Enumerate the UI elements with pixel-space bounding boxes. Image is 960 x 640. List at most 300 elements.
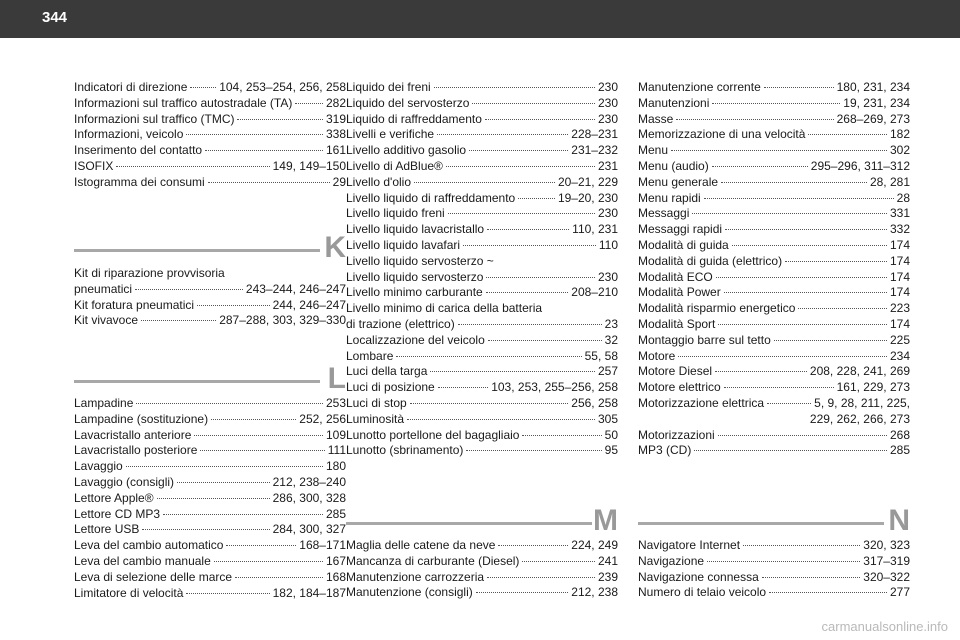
page-number: 344: [42, 9, 68, 26]
entry-pages: 338: [325, 127, 346, 142]
index-group-l: [74, 396, 346, 601]
watermark: carmanualsonline.info: [821, 619, 948, 634]
dot-leader: [498, 545, 568, 546]
entry-term: Manutenzione corrente: [638, 80, 761, 94]
entry-pages: 19, 231, 234: [843, 95, 910, 110]
entry-term: Luminosità: [346, 411, 405, 426]
entry-pages: 180, 231, 234: [836, 80, 910, 94]
entry-term: Montaggio barre sul tetto: [638, 332, 771, 347]
index-entry: [346, 112, 618, 128]
index-entry: [346, 175, 618, 191]
dot-leader: [486, 292, 569, 293]
dot-leader: [177, 482, 270, 483]
entry-pages-continued: 229, 262, 266, 273: [809, 411, 910, 426]
dot-leader: [186, 134, 323, 135]
dot-leader: [487, 577, 595, 578]
dot-leader: [396, 356, 581, 357]
entry-pages: 168: [325, 569, 346, 584]
index-entry: [638, 301, 910, 317]
dot-leader: [211, 419, 296, 420]
dot-leader: [438, 387, 488, 388]
entry-term: MP3 (CD): [638, 443, 692, 458]
index-entry: [638, 428, 910, 444]
entry-pages: 19–20, 230: [557, 190, 618, 205]
entry-term: Modalità di guida: [638, 237, 729, 252]
entry-pages: 208–210: [571, 285, 618, 300]
entry-pages: 110, 231: [572, 222, 618, 237]
index-entry: [346, 222, 618, 238]
entry-term: Navigazione connessa: [638, 569, 759, 584]
entry-term: Manutenzione (consigli): [346, 585, 473, 600]
entry-pages: 295–296, 311–312: [810, 158, 910, 173]
dot-leader: [226, 545, 296, 546]
dot-leader: [487, 229, 569, 230]
dot-leader: [808, 134, 887, 135]
entry-term: Lettore USB: [74, 522, 140, 537]
entry-pages: 167: [325, 553, 346, 568]
entry-term: Livello d'olio: [346, 174, 411, 189]
index-entry: [74, 143, 346, 159]
dot-leader: [135, 289, 243, 290]
entry-pages: 331: [889, 206, 910, 221]
index-column-1: [74, 80, 346, 191]
index-entry: [346, 206, 618, 222]
entry-term: Motorizzazioni: [638, 427, 715, 442]
dot-leader: [208, 182, 330, 183]
dot-leader: [126, 466, 323, 467]
entry-pages: 223: [889, 301, 910, 316]
entry-pages: 225: [889, 332, 910, 347]
entry-term: Leva di selezione delle marce: [74, 569, 233, 584]
dot-leader: [469, 150, 568, 151]
dot-leader: [486, 277, 595, 278]
dot-leader: [762, 577, 861, 578]
entry-term: Modalità ECO: [638, 269, 713, 284]
index-entry: [74, 159, 346, 175]
entry-term: Modalità Sport: [638, 316, 716, 331]
dot-leader: [725, 229, 887, 230]
dot-leader: [157, 498, 270, 499]
entry-term: Livelli e verifiche: [346, 127, 435, 142]
entry-pages: 231–232: [571, 143, 618, 158]
entry-term: Livello di AdBlue®: [346, 158, 443, 173]
dot-leader: [522, 435, 601, 436]
entry-term: Livello minimo carburante: [346, 285, 483, 300]
entry-term: Livello liquido lavacristallo: [346, 222, 485, 237]
dot-leader: [518, 198, 555, 199]
entry-term-line: Livello liquido servosterzo ~: [346, 253, 494, 268]
entry-pages: 212, 238: [571, 585, 618, 600]
entry-term: Liquido di raffreddamento: [346, 111, 482, 126]
entry-pages: 182: [889, 127, 910, 142]
entry-term: Istogramma dei consumi: [74, 174, 205, 189]
dot-leader: [463, 245, 596, 246]
entry-pages: 231: [597, 158, 618, 173]
entry-pages: 317–319: [863, 553, 910, 568]
index-entry: [74, 491, 346, 507]
index-entry: [74, 80, 346, 96]
entry-term: Livello liquido lavafari: [346, 237, 461, 252]
entry-term: Numero di telaio veicolo: [638, 585, 767, 600]
entry-pages: 230: [597, 80, 618, 94]
index-entry: [346, 538, 618, 554]
entry-pages: 208, 228, 241, 269: [809, 364, 910, 379]
entry-pages: 55, 58: [584, 348, 618, 363]
entry-pages: 332: [889, 222, 910, 237]
index-entry: [346, 364, 618, 380]
dot-leader: [488, 340, 602, 341]
index-entry: [74, 443, 346, 459]
entry-term: Lampadine (sostituzione): [74, 411, 209, 426]
index-entry: [638, 191, 910, 207]
index-entry: [346, 554, 618, 570]
entry-term: Livello liquido freni: [346, 206, 445, 221]
entry-term: Lavacristallo anteriore: [74, 427, 192, 442]
section-rule: [74, 249, 320, 252]
section-rule: [74, 380, 320, 383]
index-group-i: [74, 80, 346, 191]
entry-pages: 230: [597, 269, 618, 284]
dot-leader: [190, 87, 216, 88]
index-entry: [74, 396, 346, 412]
entry-term: Lettore Apple®: [74, 490, 154, 505]
entry-pages: 109: [325, 427, 346, 442]
index-entry: [638, 443, 910, 459]
index-entry: [74, 554, 346, 570]
entry-term: Modalità Power: [638, 285, 721, 300]
index-entry: [74, 459, 346, 475]
entry-term: Lunotto portellone del bagagliaio: [346, 427, 520, 442]
entry-term: Modalità risparmio energetico: [638, 301, 796, 316]
entry-term: Modalità di guida (elettrico): [638, 253, 783, 268]
index-entry: [74, 96, 346, 112]
entry-term: Kit vivavoce: [74, 313, 139, 328]
entry-pages: 180: [325, 459, 346, 474]
dot-leader: [186, 593, 269, 594]
entry-pages: 284, 300, 327: [272, 522, 346, 537]
dot-leader: [715, 371, 807, 372]
index-entry: [346, 127, 618, 143]
index-entry: [638, 80, 910, 96]
entry-term: Motore elettrico: [638, 380, 721, 395]
index-entry: [346, 349, 618, 365]
dot-leader: [671, 150, 887, 151]
dot-leader: [485, 119, 595, 120]
entry-pages: 29: [332, 174, 346, 189]
entry-pages: 305: [597, 411, 618, 426]
index-entry: [638, 238, 910, 254]
entry-term: Menu generale: [638, 174, 719, 189]
entry-term: Limitatore di velocità: [74, 585, 184, 600]
entry-term: Lampadine: [74, 396, 134, 410]
entry-term: Navigatore Internet: [638, 538, 741, 552]
index-column-3: [638, 80, 910, 459]
index-entry: [638, 364, 910, 380]
entry-pages: 95: [604, 443, 618, 458]
index-group-n: [638, 538, 910, 601]
index-group-m: [346, 538, 618, 601]
index-entry: [638, 222, 910, 238]
dot-leader: [200, 450, 324, 451]
dot-leader: [732, 245, 887, 246]
index-entry: [638, 143, 910, 159]
entry-term: Lunotto (sbrinamento): [346, 443, 464, 458]
index-entry: [74, 586, 346, 602]
entry-term: Livello liquido di raffreddamento: [346, 190, 516, 205]
index-entry: [74, 298, 346, 314]
entry-pages: 253: [325, 396, 346, 410]
entry-term: Motore: [638, 348, 676, 363]
index-entry: [638, 570, 910, 586]
dot-leader: [235, 577, 323, 578]
index-entry: [638, 175, 910, 191]
dot-leader: [721, 182, 867, 183]
dot-leader: [414, 182, 555, 183]
index-entry: [638, 285, 910, 301]
dot-leader: [724, 387, 834, 388]
dot-leader: [430, 371, 595, 372]
entry-pages: 224, 249: [571, 538, 618, 552]
index-entry: [346, 143, 618, 159]
entry-term: Indicatori di direzione: [74, 80, 188, 94]
index-entry: [346, 428, 618, 444]
dot-leader: [743, 545, 860, 546]
entry-pages: 212, 238–240: [272, 474, 346, 489]
entry-term: Maglia delle catene da neve: [346, 538, 496, 552]
index-entry: [638, 127, 910, 143]
dot-leader: [798, 308, 887, 309]
dot-leader: [522, 561, 595, 562]
index-entry: [346, 317, 618, 333]
entry-pages: 161: [325, 143, 346, 158]
entry-pages: 287–288, 303, 329–330: [219, 313, 346, 328]
entry-term: Motore Diesel: [638, 364, 713, 379]
dot-leader: [214, 561, 323, 562]
section-rule: [638, 522, 884, 525]
dot-leader: [163, 514, 323, 515]
entry-term: Inserimento del contatto: [74, 143, 203, 158]
entry-pages: 285: [325, 506, 346, 521]
entry-pages: 5, 9, 28, 211, 225,: [814, 395, 910, 410]
entry-pages: 256, 258: [571, 395, 618, 410]
dot-leader: [437, 134, 568, 135]
index-entry: [346, 96, 618, 112]
index-entry: [638, 333, 910, 349]
entry-term: di trazione (elettrico): [346, 316, 455, 331]
entry-pages: 103, 253, 255–256, 258: [491, 380, 618, 395]
dot-leader: [136, 403, 323, 404]
dot-leader: [785, 261, 887, 262]
dot-leader: [472, 103, 595, 104]
entry-term: Livello additivo gasolio: [346, 143, 467, 158]
entry-term: Manutenzione carrozzeria: [346, 569, 485, 584]
entry-term: Luci della targa: [346, 364, 428, 379]
index-entry: [638, 159, 910, 175]
index-entry: [638, 270, 910, 286]
index-entry: [638, 380, 910, 396]
entry-term: Luci di posizione: [346, 380, 435, 395]
dot-leader: [764, 87, 834, 88]
entry-pages: 168–171: [299, 538, 346, 553]
dot-leader: [448, 213, 595, 214]
dot-leader: [194, 435, 323, 436]
dot-leader: [446, 166, 595, 167]
entry-pages: 161, 229, 273: [836, 380, 910, 395]
entry-pages: 149, 149–150: [272, 158, 346, 173]
index-entry: [638, 112, 910, 128]
index-entry: [346, 159, 618, 175]
entry-pages: 174: [889, 285, 910, 300]
index-entry: [346, 285, 618, 301]
index-entry: [346, 570, 618, 586]
dot-leader: [704, 198, 894, 199]
entry-term: Masse: [638, 111, 674, 126]
dot-leader: [116, 166, 269, 167]
dot-leader: [678, 356, 887, 357]
entry-term: Livello liquido servosterzo: [346, 269, 484, 284]
index-entry: [74, 127, 346, 143]
entry-term-line: Livello minimo di carica della batteria: [346, 301, 543, 316]
dot-leader: [692, 213, 887, 214]
index-entry: [346, 191, 618, 207]
dot-leader: [694, 450, 887, 451]
dot-leader: [458, 324, 602, 325]
entry-pages: 244, 246–247: [272, 297, 346, 312]
entry-pages: 234: [889, 348, 910, 363]
dot-leader: [466, 450, 601, 451]
entry-term: Menu (audio): [638, 158, 709, 173]
entry-term: Lavaggio: [74, 459, 123, 474]
entry-pages: 182, 184–187: [272, 585, 346, 600]
dot-leader: [676, 119, 833, 120]
entry-pages: 28: [896, 190, 910, 205]
entry-pages: 286, 300, 328: [272, 490, 346, 505]
index-entry: [74, 570, 346, 586]
index-entry: [346, 333, 618, 349]
section-letter: L: [327, 362, 346, 395]
entry-pages: 282: [325, 95, 346, 110]
index-entry: [346, 412, 618, 428]
entry-term: pneumatici: [74, 281, 133, 296]
entry-pages: 32: [604, 332, 618, 347]
entry-pages: 320, 323: [863, 538, 910, 552]
entry-term: Lombare: [346, 348, 394, 363]
entry-pages: 277: [889, 585, 910, 600]
entry-term: ISOFIX: [74, 158, 114, 173]
entry-pages: 174: [889, 316, 910, 331]
entry-term: Liquido del servosterzo: [346, 95, 470, 110]
dot-leader: [774, 340, 887, 341]
entry-pages: 230: [597, 111, 618, 126]
section-letter: N: [888, 504, 910, 537]
dot-leader: [716, 277, 887, 278]
entry-term: Messaggi rapidi: [638, 222, 723, 237]
entry-pages: 104, 253–254, 256, 258: [219, 80, 346, 94]
entry-pages: 111: [327, 443, 346, 458]
index-entry: [638, 317, 910, 333]
entry-pages: 174: [889, 237, 910, 252]
dot-leader: [407, 419, 595, 420]
index-group-k: [74, 266, 346, 329]
dot-leader: [410, 403, 569, 404]
dot-leader: [434, 87, 595, 88]
index-entry: [346, 238, 618, 254]
dot-leader: [712, 166, 808, 167]
entry-pages: 174: [889, 253, 910, 268]
entry-term: Menu rapidi: [638, 190, 701, 205]
entry-term: Luci di stop: [346, 395, 407, 410]
entry-term: Informazioni sul traffico autostradale (TA): [74, 95, 293, 110]
entry-pages: 230: [597, 95, 618, 110]
entry-term: Motorizzazione elettrica: [638, 395, 765, 410]
entry-term: Lettore CD MP3: [74, 506, 161, 521]
index-entry: [74, 475, 346, 491]
index-entry: [638, 349, 910, 365]
entry-term: Lavaggio (consigli): [74, 474, 175, 489]
index-entry: [638, 206, 910, 222]
index-entry: [638, 585, 910, 601]
entry-pages: 20–21, 229: [557, 174, 618, 189]
entry-pages: 252, 256: [299, 411, 346, 426]
index-entry: [638, 396, 910, 412]
index-entry: [346, 443, 618, 459]
dot-leader: [237, 119, 322, 120]
entry-pages: 302: [889, 143, 910, 158]
section-letter: M: [593, 504, 618, 537]
dot-leader: [724, 292, 887, 293]
section-rule: [346, 522, 592, 525]
dot-leader: [712, 103, 840, 104]
entry-pages: 174: [889, 269, 910, 284]
entry-term: Leva del cambio automatico: [74, 538, 224, 553]
entry-pages: 319: [325, 111, 346, 126]
index-column-2: [346, 80, 618, 459]
index-entry: [638, 538, 910, 554]
index-entry: [74, 313, 346, 329]
index-entry: [74, 538, 346, 554]
index-entry: [74, 522, 346, 538]
entry-pages: 243–244, 246–247: [245, 281, 346, 296]
index-entry: [346, 396, 618, 412]
entry-term: Memorizzazione di una velocità: [638, 127, 806, 142]
entry-term: Informazioni sul traffico (TMC): [74, 111, 235, 126]
section-letter: K: [324, 231, 346, 264]
entry-term: Leva del cambio manuale: [74, 553, 211, 568]
entry-pages: 23: [604, 316, 618, 331]
dot-leader: [476, 592, 569, 593]
entry-term-line: Kit di riparazione provvisoria: [74, 266, 225, 280]
entry-term: Messaggi: [638, 206, 690, 221]
entry-term: Menu: [638, 143, 669, 158]
dot-leader: [769, 592, 887, 593]
entry-pages: 268–269, 273: [836, 111, 910, 126]
dot-leader: [767, 403, 811, 404]
index-entry: [74, 428, 346, 444]
index-entry: [74, 412, 346, 428]
entry-pages: 50: [604, 427, 618, 442]
entry-pages: 28, 281: [869, 174, 910, 189]
entry-term: Liquido dei freni: [346, 80, 431, 94]
dot-leader: [718, 324, 887, 325]
entry-pages: 268: [889, 427, 910, 442]
entry-pages: 228–231: [571, 127, 618, 142]
index-entry: [74, 282, 346, 298]
entry-pages: 230: [597, 206, 618, 221]
index-entry: [638, 554, 910, 570]
index-entry: [346, 380, 618, 396]
dot-leader: [197, 305, 270, 306]
page-header-bar: [0, 0, 960, 38]
